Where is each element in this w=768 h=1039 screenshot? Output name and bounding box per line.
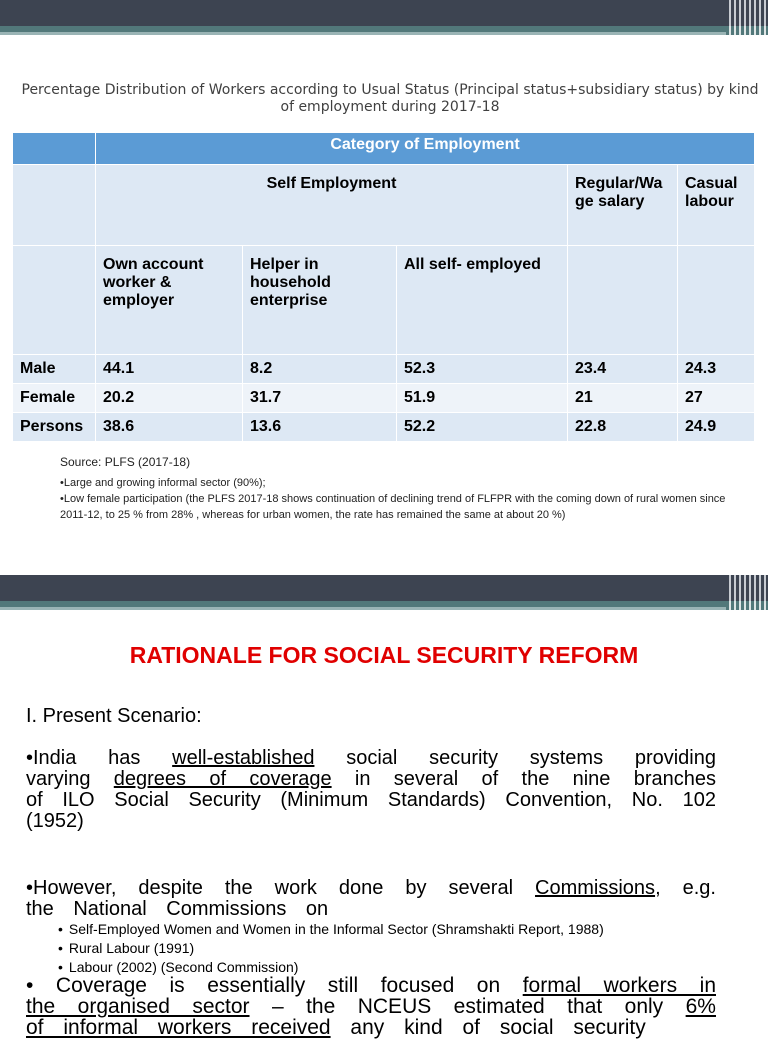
cell-regular: 23.4 xyxy=(568,355,678,384)
table-row xyxy=(13,384,755,413)
row-label: Female xyxy=(13,384,96,413)
all-self-employed-header: All self- employed xyxy=(397,246,568,355)
table-row xyxy=(13,355,755,384)
cell-own-account: 20.2 xyxy=(96,384,243,413)
list-item: • Rural Labour (1991) xyxy=(58,939,604,958)
cell-helper: 8.2 xyxy=(243,355,397,384)
slide-accent-bar-light xyxy=(0,607,768,610)
cell-regular: 21 xyxy=(568,384,678,413)
empty-cell xyxy=(678,246,755,355)
header-stripes xyxy=(726,0,768,26)
cell-regular: 22.8 xyxy=(568,413,678,442)
cell-all-self: 52.3 xyxy=(397,355,568,384)
cell-own-account: 38.6 xyxy=(96,413,243,442)
cell-all-self: 52.2 xyxy=(397,413,568,442)
accent-stripes xyxy=(726,601,768,610)
slide-header-bar xyxy=(0,575,768,601)
note-informal-sector: •Large and growing informal sector (90%); xyxy=(60,477,266,489)
category-header: Category of Employment xyxy=(96,133,755,165)
row-label: Persons xyxy=(13,413,96,442)
slide-gap xyxy=(0,560,768,575)
paragraph-coverage: • Coverage is essentially still focused on formal workers in the organised sector – the NCEUS estimated that only 6% of informal workers received any kind of social security xyxy=(26,974,716,1039)
own-account-header: Own account worker & employer xyxy=(96,246,243,355)
cell-helper: 13.6 xyxy=(243,413,397,442)
slide-header-bar xyxy=(0,0,768,26)
slide-rationale xyxy=(0,575,768,1039)
list-item: • Self-Employed Women and Women in the Informal Sector (Shramshakti Report, 1988) xyxy=(58,920,604,939)
helper-header: Helper in household enterprise xyxy=(243,246,397,355)
cell-helper: 31.7 xyxy=(243,384,397,413)
cell-all-self: 51.9 xyxy=(397,384,568,413)
paragraph-commissions: •However, despite the work done by several Commissions, e.g. the National Commissions on xyxy=(26,877,716,920)
section-heading: I. Present Scenario: xyxy=(26,705,202,727)
source-note: Source: PLFS (2017-18) xyxy=(60,455,191,469)
empty-cell xyxy=(568,246,678,355)
slide-accent-bar-light xyxy=(0,32,768,35)
note-female-participation: •Low female participation (the PLFS 2017-18 shows continuation of declining trend of FLFPR with the coming down of rural women since 2011-12, to 25 % from 28% , whereas for urban women, the rate has remained the same at about 20 %) xyxy=(60,493,726,521)
self-employment-header: Self Employment xyxy=(96,165,568,246)
cell-own-account: 44.1 xyxy=(96,355,243,384)
accent-stripes xyxy=(726,26,768,35)
cell-casual: 24.3 xyxy=(678,355,755,384)
list-item: • Labour (2002) (Second Commission) xyxy=(58,958,604,977)
header-stripes xyxy=(726,575,768,601)
table-title: Percentage Distribution of Workers according to Usual Status (Principal status+subsidiary status) by kind of employment during 2017-18 xyxy=(21,82,759,115)
regular-salary-header: Regular/Wa ge salary xyxy=(568,165,678,246)
empty-cell xyxy=(13,165,96,246)
employment-table xyxy=(12,132,755,442)
corner-cell xyxy=(13,133,96,165)
commissions-list xyxy=(58,920,604,977)
cell-casual: 27 xyxy=(678,384,755,413)
table-notes xyxy=(60,454,750,523)
table-row xyxy=(13,413,755,442)
cell-casual: 24.9 xyxy=(678,413,755,442)
row-label: Male xyxy=(13,355,96,384)
slide-title: RATIONALE FOR SOCIAL SECURITY REFORM xyxy=(129,642,639,668)
paragraph-social-security-systems: •India has well-established social security systems providing varying degrees of coverage in several of the nine branches of ILO Social Security (Minimum Standards) Convention, No. 102 (1952) xyxy=(26,747,717,832)
empty-cell xyxy=(13,246,96,355)
casual-labour-header: Casual labour xyxy=(678,165,755,246)
